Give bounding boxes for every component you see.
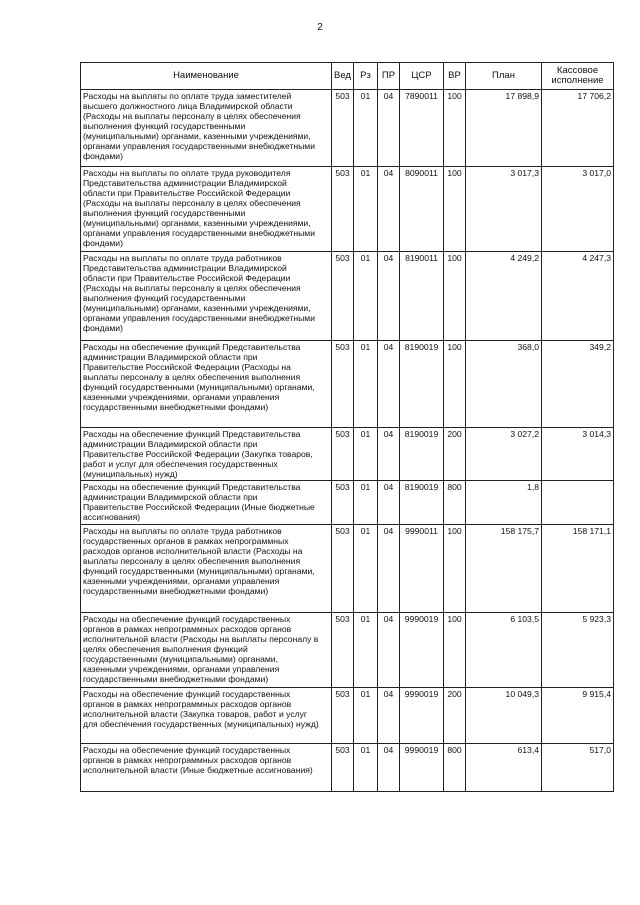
row-name: [81, 90, 332, 167]
table-row: [81, 525, 614, 613]
row-csr: 9990019: [400, 613, 444, 688]
row-name-line: выполнения функций государственными: [83, 293, 246, 303]
row-rz: 01: [354, 525, 378, 613]
row-csr: 7890011: [400, 90, 444, 167]
table-row: [81, 167, 614, 252]
row-name-line: государственными (муниципальными) органами,: [83, 654, 278, 664]
row-name-line: исполнительной власти (Расходы на выплаты персоналу в: [83, 634, 319, 644]
header-ved: Вед: [332, 63, 354, 90]
row-execution: 517,0: [542, 744, 614, 792]
row-name-line: фондами): [83, 323, 123, 333]
row-vr: 200: [444, 688, 466, 744]
row-name: [81, 688, 332, 744]
row-name-line: государственными внебюджетными фондами): [83, 586, 269, 596]
row-name-line: Расходы на выплаты по оплате труда работников: [83, 253, 282, 263]
row-execution: 9 915,4: [542, 688, 614, 744]
row-name-line: казенными учреждениями, органами управления: [83, 664, 280, 674]
row-vr: 800: [444, 481, 466, 525]
row-pr: 04: [378, 428, 400, 481]
table-row: [81, 90, 614, 167]
row-rz: 01: [354, 428, 378, 481]
row-ved: 503: [332, 481, 354, 525]
row-pr: 04: [378, 481, 400, 525]
table-row: [81, 744, 614, 792]
table-row: [81, 481, 614, 525]
table-row: [81, 341, 614, 428]
row-name-line: выполнения функций государственными: [83, 208, 246, 218]
row-ved: 503: [332, 525, 354, 613]
row-csr: 8090011: [400, 167, 444, 252]
row-name: [81, 481, 332, 525]
row-rz: 01: [354, 613, 378, 688]
row-rz: 01: [354, 481, 378, 525]
row-execution: [542, 481, 614, 525]
row-name-line: расходов органов исполнительной власти (Расходы на: [83, 546, 303, 556]
row-name-line: Расходы на выплаты по оплате труда заместителей: [83, 91, 292, 101]
budget-table: [80, 62, 614, 792]
row-vr: 100: [444, 341, 466, 428]
row-name-line: целях обеспечения выполнения функций: [83, 644, 248, 654]
row-pr: 04: [378, 90, 400, 167]
row-pr: 04: [378, 341, 400, 428]
row-name-line: Правительстве Российской Федерации (Иные бюджетные: [83, 502, 315, 512]
row-rz: 01: [354, 744, 378, 792]
row-name-line: ассигнования): [83, 512, 141, 522]
row-rz: 01: [354, 90, 378, 167]
row-name-line: Расходы на обеспечение функций Представительства: [83, 482, 301, 492]
row-name-line: органов в рамках непрограммных расходов органов: [83, 755, 292, 765]
row-name-line: Расходы на обеспечение функций государственных: [83, 689, 291, 699]
row-name-line: Расходы на выплаты по оплате труда руководителя: [83, 168, 291, 178]
row-name-line: (муниципальными) органами, казенными учреждениями,: [83, 303, 311, 313]
row-plan: 158 175,7: [466, 525, 542, 613]
row-execution: 5 923,3: [542, 613, 614, 688]
row-execution: 158 171,1: [542, 525, 614, 613]
row-plan: 3 017,3: [466, 167, 542, 252]
row-name-line: (Расходы на выплаты персоналу в целях обеспечения: [83, 198, 301, 208]
row-pr: 04: [378, 525, 400, 613]
row-name-line: для обеспечения государственных (муниципальных) нужд): [83, 719, 319, 729]
row-name-line: органов в рамках непрограммных расходов органов: [83, 699, 292, 709]
header-pr: ПР: [378, 63, 400, 90]
row-name-line: (муниципальных) нужд): [83, 469, 178, 479]
table-header-row: [81, 63, 614, 90]
row-name-line: Представительства администрации Владимирской: [83, 178, 287, 188]
row-name-line: функций государственными (муниципальными) органами,: [83, 566, 315, 576]
row-name-line: Представительства администрации Владимирской: [83, 263, 287, 273]
row-name-line: администрации Владимирской области при: [83, 492, 258, 502]
row-name-line: области при Правительстве Российской Федерации: [83, 273, 291, 283]
row-vr: 100: [444, 167, 466, 252]
row-name-line: функций государственными (муниципальными) органами,: [83, 382, 315, 392]
row-csr: 8190019: [400, 481, 444, 525]
row-name-line: фондами): [83, 151, 123, 161]
row-csr: 9990011: [400, 525, 444, 613]
row-pr: 04: [378, 167, 400, 252]
table-body: [81, 90, 614, 792]
row-name: [81, 341, 332, 428]
row-name-line: администрации Владимирской области при: [83, 439, 258, 449]
row-name-line: Правительстве Российской Федерации (Расходы на: [83, 362, 291, 372]
row-vr: 100: [444, 613, 466, 688]
row-name-line: казенными учреждениями, органами управления: [83, 576, 280, 586]
row-ved: 503: [332, 688, 354, 744]
row-name-line: органов в рамках непрограммных расходов органов: [83, 624, 292, 634]
row-plan: 3 027,2: [466, 428, 542, 481]
header-rz: Рз: [354, 63, 378, 90]
row-name-line: области при Правительстве Российской Федерации: [83, 188, 291, 198]
row-name-line: Расходы на обеспечение функций Представительства: [83, 429, 301, 439]
row-name-line: (Расходы на выплаты персоналу в целях обеспечения: [83, 111, 301, 121]
table-row: [81, 252, 614, 341]
row-name-line: органами управления государственными внебюджетными: [83, 228, 316, 238]
row-plan: 6 103,5: [466, 613, 542, 688]
row-name-line: исполнительной власти (Закупка товаров, работ и услуг: [83, 709, 308, 719]
row-plan: 10 049,3: [466, 688, 542, 744]
header-execution-line1: Кассовое: [556, 65, 599, 76]
row-ved: 503: [332, 252, 354, 341]
row-ved: 503: [332, 613, 354, 688]
table-row: [81, 688, 614, 744]
row-name-line: Расходы на обеспечение функций государственных: [83, 614, 291, 624]
page-number: 2: [317, 22, 323, 33]
row-name-line: (Расходы на выплаты персоналу в целях обеспечения: [83, 283, 301, 293]
row-plan: 17 898,9: [466, 90, 542, 167]
header-plan: План: [466, 63, 542, 90]
row-plan: 613,4: [466, 744, 542, 792]
row-execution: 17 706,2: [542, 90, 614, 167]
row-csr: 8190019: [400, 428, 444, 481]
row-name-line: работ и услуг для обеспечения государственных: [83, 459, 278, 469]
row-csr: 8190011: [400, 252, 444, 341]
row-ved: 503: [332, 428, 354, 481]
header-csr: ЦСР: [400, 63, 444, 90]
row-name-line: выплаты персоналу в целях обеспечения выполнения: [83, 372, 301, 382]
row-execution: 3 017,0: [542, 167, 614, 252]
row-vr: 800: [444, 744, 466, 792]
table-row: [81, 613, 614, 688]
row-execution: 349,2: [542, 341, 614, 428]
row-csr: 9990019: [400, 744, 444, 792]
row-name-line: высшего должностного лица Владимирской области: [83, 101, 293, 111]
header-vr: ВР: [444, 63, 466, 90]
row-vr: 100: [444, 525, 466, 613]
row-name-line: выполнения функций государственными: [83, 121, 246, 131]
row-pr: 04: [378, 744, 400, 792]
row-name-line: Расходы на выплаты по оплате труда работников: [83, 526, 282, 536]
row-name-line: государственных органов в рамках непрограммных: [83, 536, 289, 546]
row-name-line: Расходы на обеспечение функций государственных: [83, 745, 291, 755]
table-row: [81, 428, 614, 481]
row-name: [81, 167, 332, 252]
row-name-line: органами управления государственными внебюджетными: [83, 141, 316, 151]
row-rz: 01: [354, 688, 378, 744]
row-name-line: казенными учреждениями, органами управления: [83, 392, 280, 402]
header-execution: [542, 63, 614, 90]
row-name-line: органами управления государственными внебюджетными: [83, 313, 316, 323]
row-name: [81, 744, 332, 792]
row-execution: 4 247,3: [542, 252, 614, 341]
row-name-line: (муниципальными) органами, казенными учреждениями,: [83, 131, 311, 141]
row-plan: 4 249,2: [466, 252, 542, 341]
row-name: [81, 613, 332, 688]
row-pr: 04: [378, 252, 400, 341]
row-name-line: Расходы на обеспечение функций Представительства: [83, 342, 301, 352]
row-rz: 01: [354, 252, 378, 341]
row-plan: 1,8: [466, 481, 542, 525]
row-name-line: государственными внебюджетными фондами): [83, 402, 269, 412]
row-pr: 04: [378, 688, 400, 744]
row-name-line: выплаты персоналу в целях обеспечения выполнения: [83, 556, 301, 566]
row-execution: 3 014,3: [542, 428, 614, 481]
row-csr: 8190019: [400, 341, 444, 428]
row-name-line: (муниципальными) органами, казенными учреждениями,: [83, 218, 311, 228]
row-name: [81, 428, 332, 481]
row-csr: 9990019: [400, 688, 444, 744]
row-vr: 100: [444, 252, 466, 341]
header-execution-line2: исполнение: [551, 75, 604, 86]
row-ved: 503: [332, 90, 354, 167]
row-name-line: государственными внебюджетными фондами): [83, 674, 269, 684]
row-name-line: фондами): [83, 238, 123, 248]
row-ved: 503: [332, 341, 354, 428]
row-rz: 01: [354, 167, 378, 252]
row-name: [81, 252, 332, 341]
row-ved: 503: [332, 744, 354, 792]
row-ved: 503: [332, 167, 354, 252]
row-pr: 04: [378, 613, 400, 688]
row-vr: 100: [444, 90, 466, 167]
row-name-line: Правительстве Российской Федерации (Закупка товаров,: [83, 449, 313, 459]
header-name: Наименование: [81, 63, 332, 90]
row-plan: 368,0: [466, 341, 542, 428]
row-rz: 01: [354, 341, 378, 428]
row-vr: 200: [444, 428, 466, 481]
row-name-line: администрации Владимирской области при: [83, 352, 258, 362]
row-name: [81, 525, 332, 613]
row-name-line: исполнительной власти (Иные бюджетные ассигнования): [83, 765, 313, 775]
